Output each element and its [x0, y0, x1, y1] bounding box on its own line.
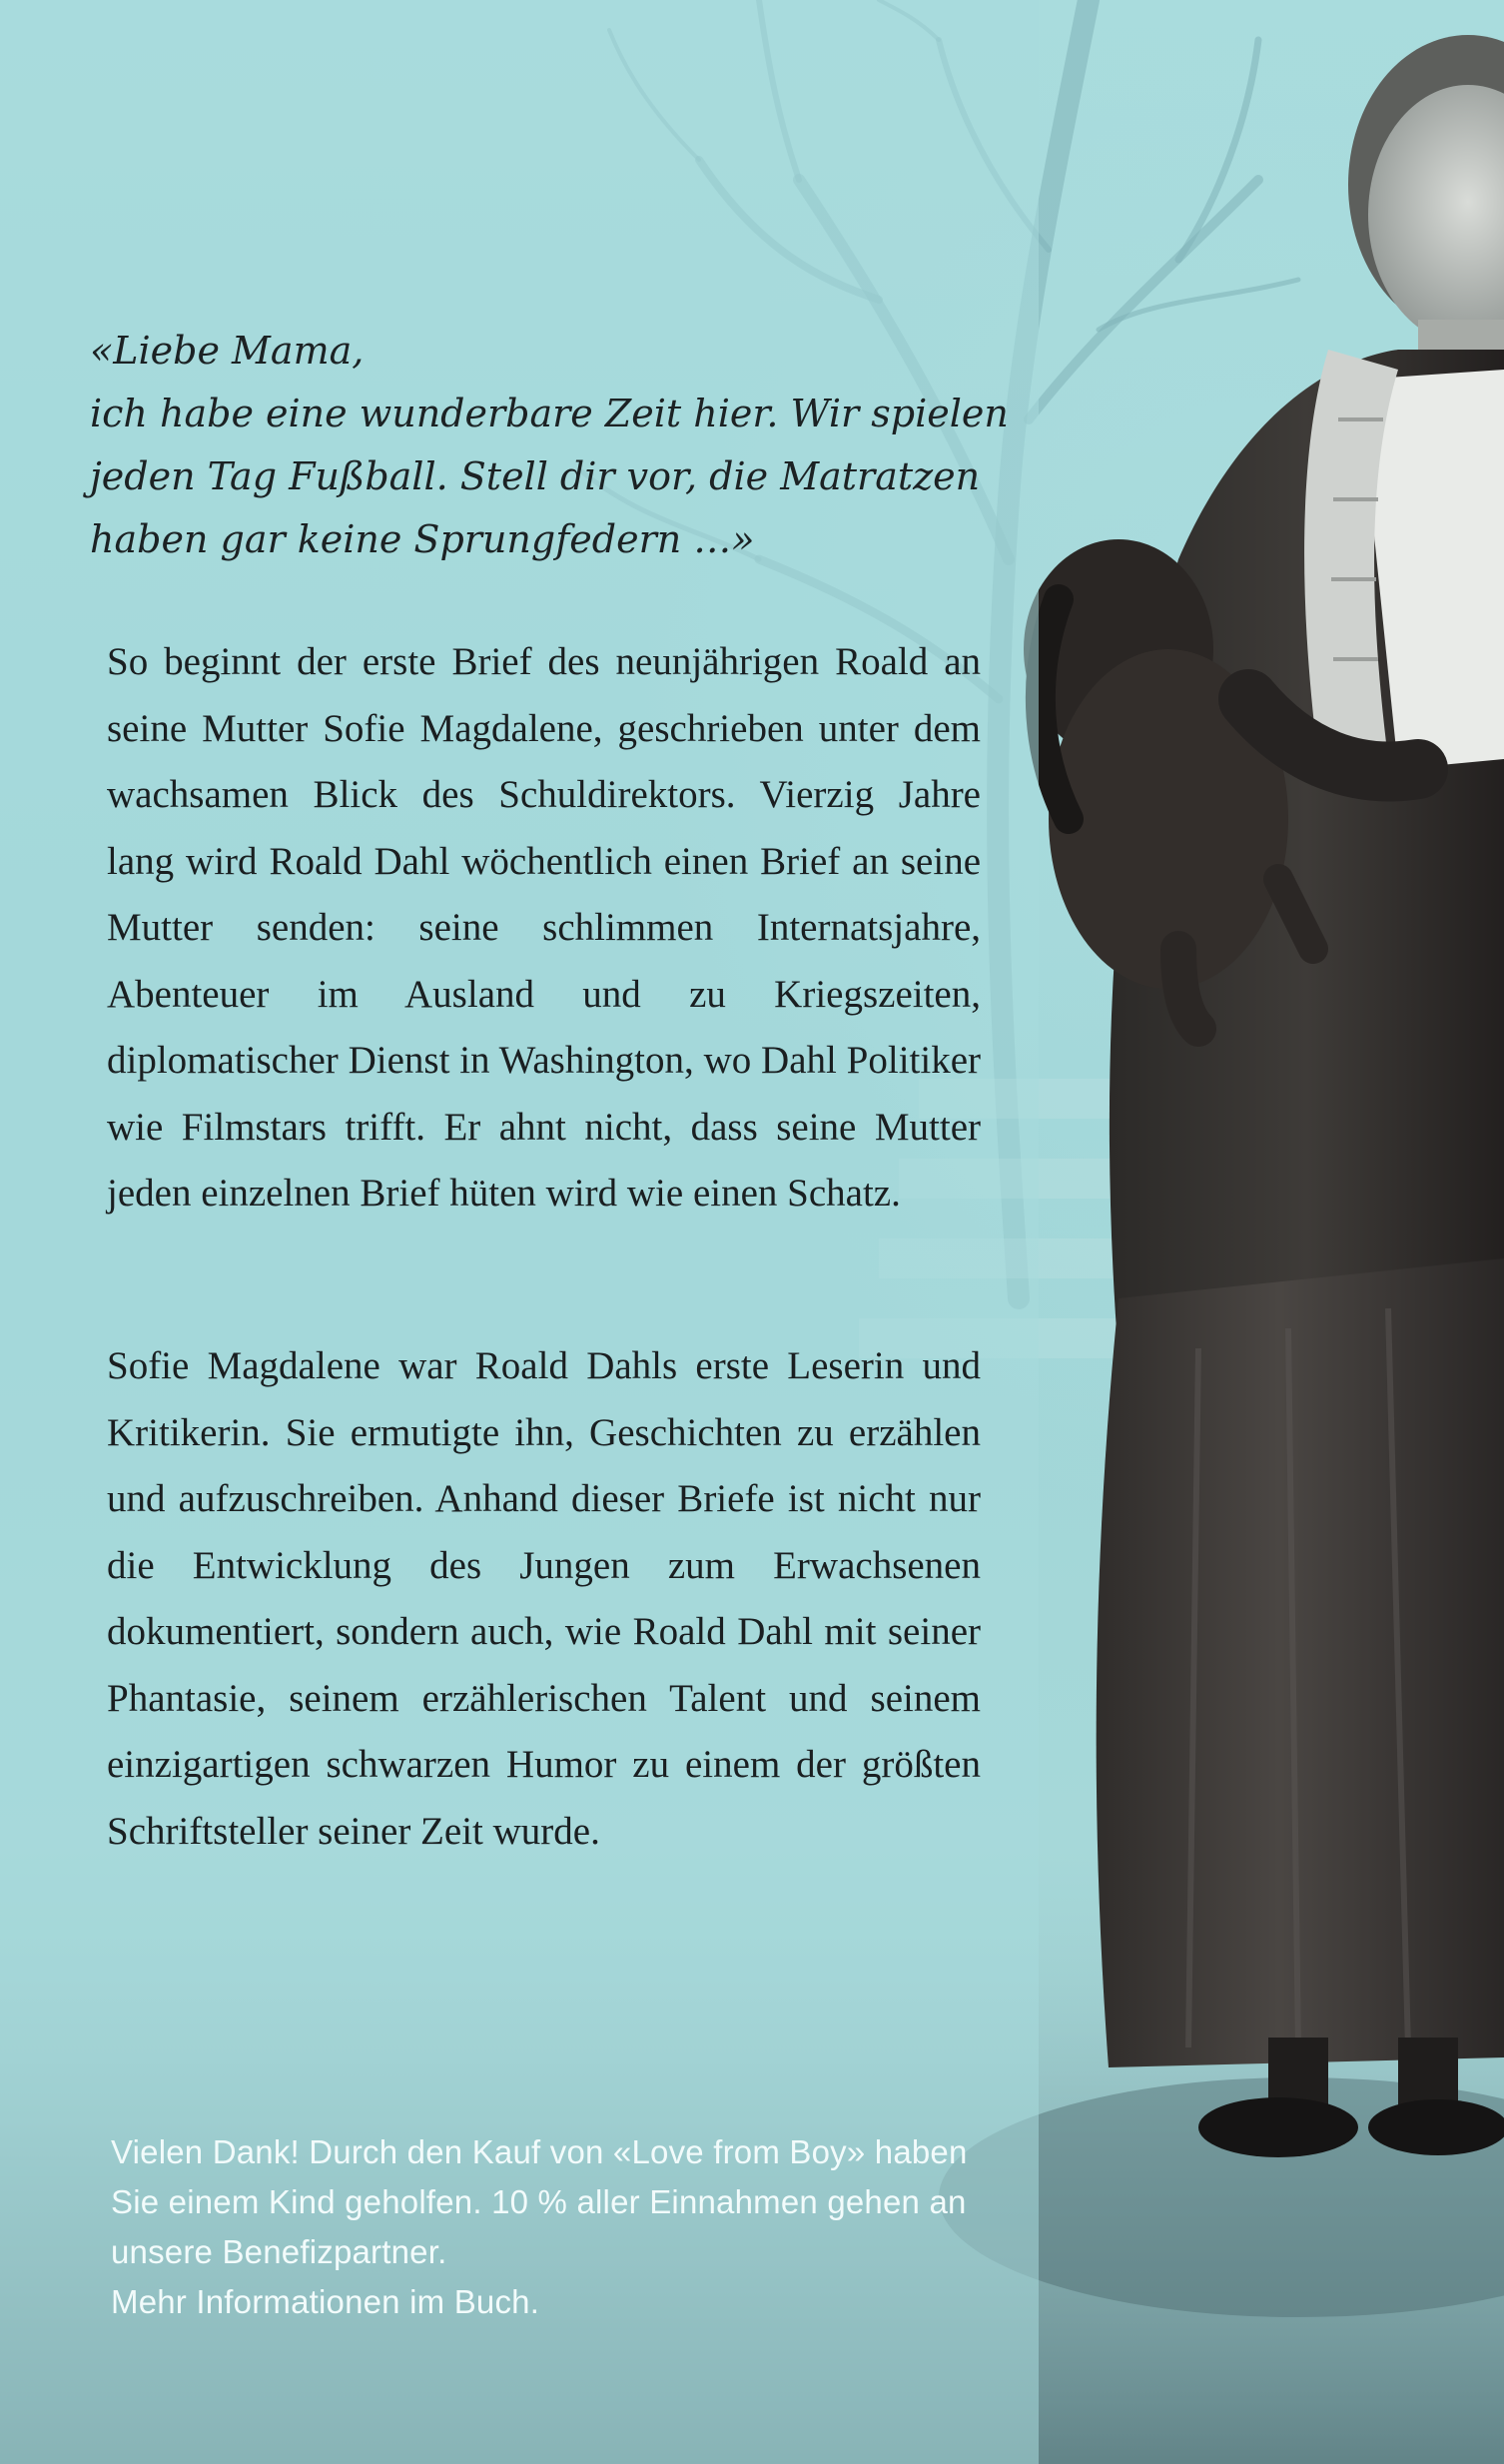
description-paragraph-2: Sofie Magdalene war Roald Dahls erste Leserin und Kritikerin. Sie ermutigte ihn, Geschichten zu erzählen und aufzuschreiben. Anhand dieser Briefe ist nicht nur die Entwicklung des Jungen zum Erwachsenen dokumentiert, sondern auch, wie Roald Dahl mit seiner Phantasie, seinem erzählerischen Talent und seinem einzigartigen schwarzen Humor zu einem der größten Schriftsteller seiner Zeit wurde. — [107, 1344, 981, 1853]
charity-note: Vielen Dank! Durch den Kauf von «Love from Boy» haben Sie einem Kind geholfen. 10 % aller Einnahmen gehen an unsere Benefizpartner. Mehr Informationen im Buch. — [111, 2133, 968, 2320]
description-paragraph-1: So beginnt der erste Brief des neunjährigen Roald an seine Mutter Sofie Magdalene, geschrieben unter dem wachsamen Blick des Schuldirektors. Vierzig Jahre lang wird Roald Dahl wöchentlich einen Brief an seine Mutter senden: seine schlimmen Internatsjahre, Abenteuer im Ausland und zu Kriegszeiten, diplomatischer Dienst in Washington, wo Dahl Politiker wie Filmstars trifft. Er ahnt nicht, dass seine Mutter jeden einzelnen Brief hüten wird wie einen Schatz. — [107, 640, 981, 1215]
letter-quote: «Liebe Mama, ich habe eine wunderbare Zeit hier. Wir spielen jeden Tag Fußball. Stell dir vor, die Matratzen haben gar keine Sprungfedern …» — [90, 329, 1009, 561]
